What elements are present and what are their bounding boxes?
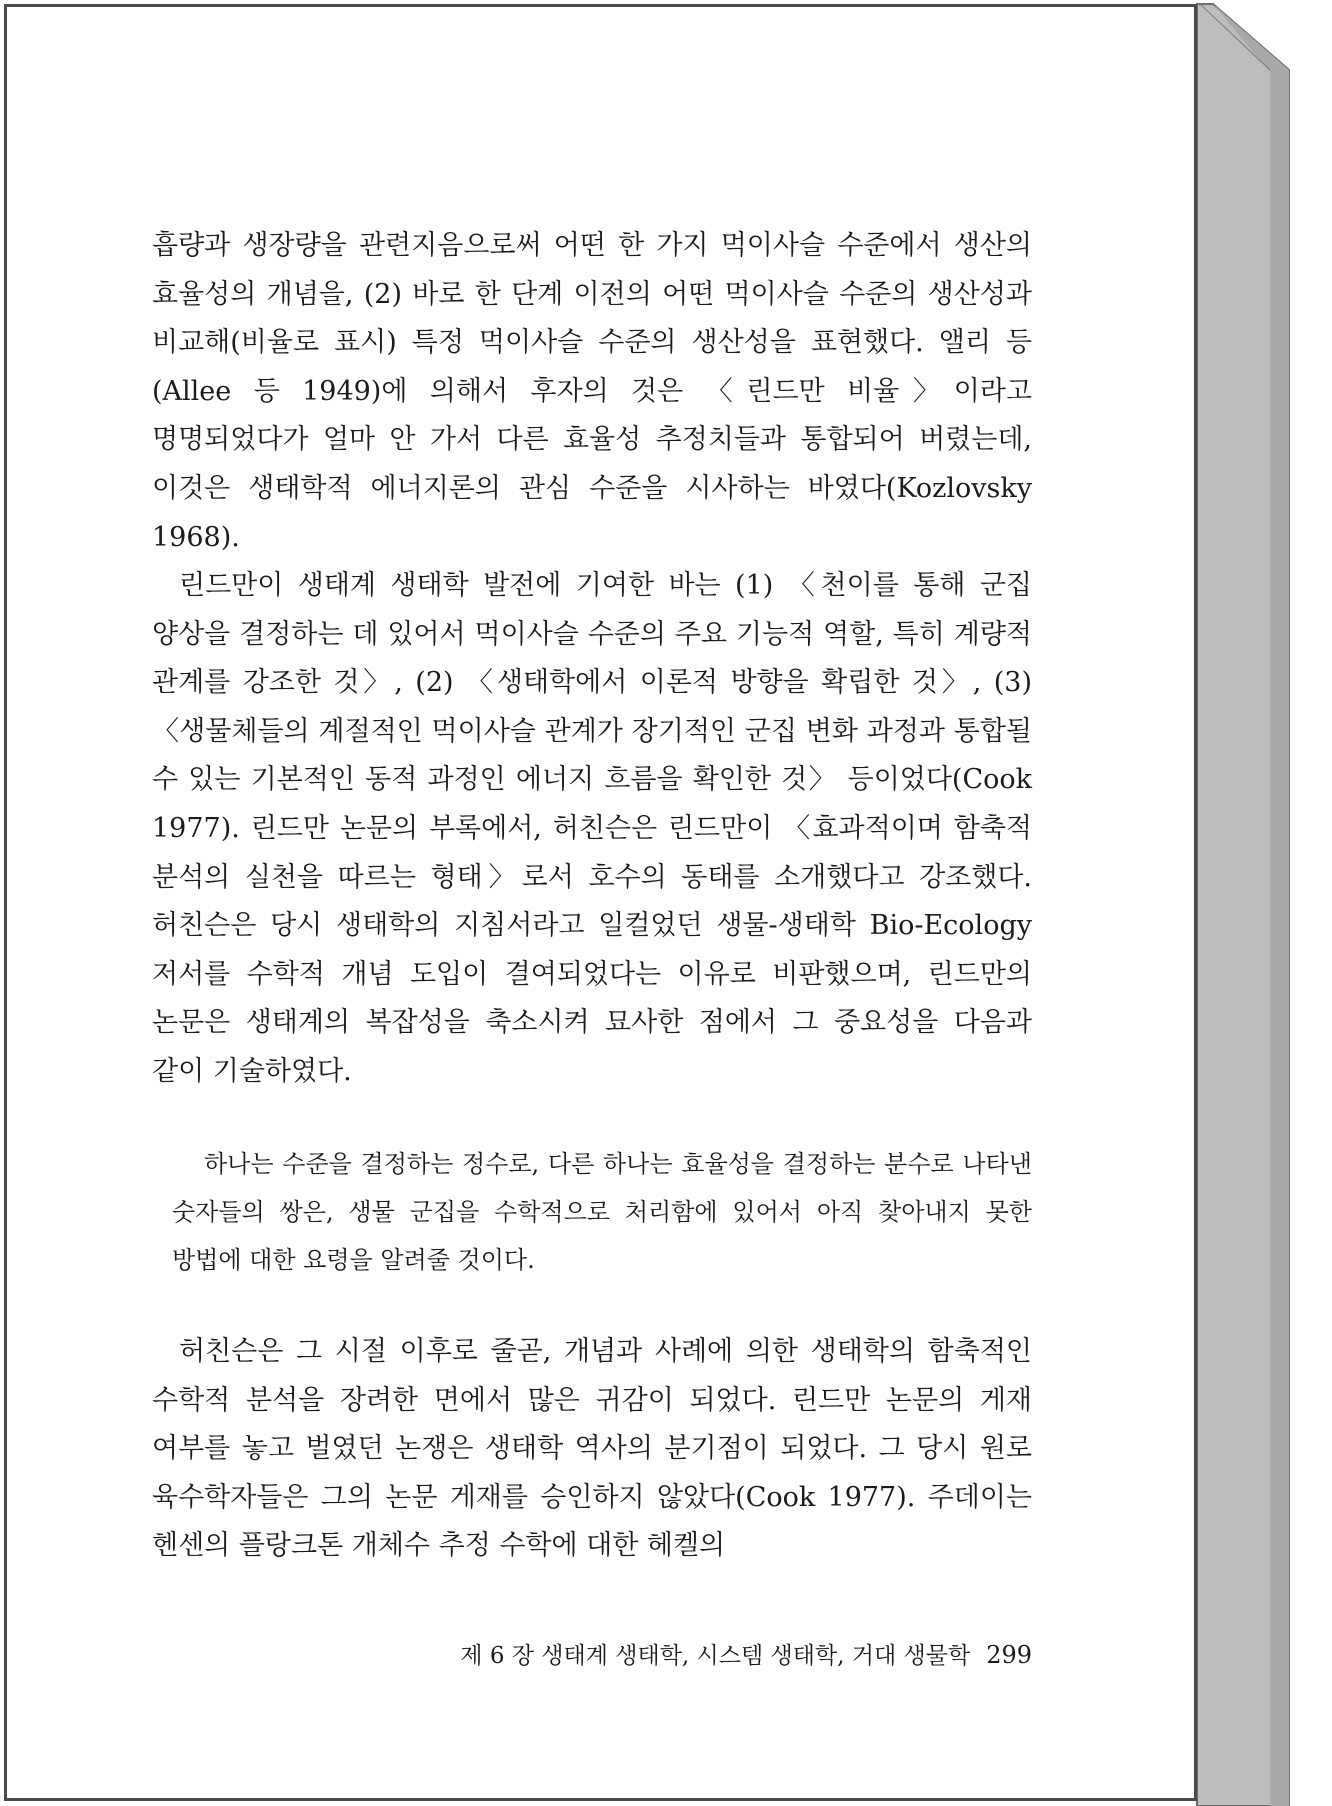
page-footer <box>152 1640 1032 1671</box>
running-footer-chapter: 제 6 장 생태계 생태학, 시스템 생태학, 거대 생물학 <box>460 1643 971 1669</box>
paragraph-2: 린드만이 생태계 생태학 발전에 기여한 바는 (1) 〈천이를 통해 군집 양상을 결정하는 데 있어서 먹이사슬 수준의 주요 기능적 역할, 특히 계량적 관계를 강조한 것〉, (2) 〈생태학에서 이론적 방향을 확립한 것〉, (3) 〈생물체들의 계절적인 먹이사슬 관계가 장기적인 군집 변화 과정과 통합될 수 있는 기본적인 동적 과정인 에너지 흐름을 확인한 것〉 등이었다(Cook 1977). 린드만 논문의 부록에서, 허친슨은 린드만이 〈효과적이며 함축적 분석의 실천을 따르는 형태〉로서 호수의 동태를 소개했다고 강조했다. 허친슨은 당시 생태학의 지침서라고 일컬었던 생물-생태학 Bio-Ecology 저서를 수학적 개념 도입이 결여되었다는 이유로 비판했으며, 린드만의 논문은 생태계의 복잡성을 축소시켜 묘사한 점에서 그 중요성을 다음과 같이 기술하였다. <box>152 570 1032 1087</box>
page-number: 299 <box>986 1641 1032 1669</box>
paragraph-1: 흡량과 생장량을 관련지음으로써 어떤 한 가지 먹이사슬 수준에서 생산의 효율성의 개념을, (2) 바로 한 단계 이전의 어떤 먹이사슬 수준의 생산성과 비교해(비율로 표시) 특정 먹이사슬 수준의 생산성을 표현했다. 앨리 등(Allee 등 1949)에 의해서 후자의 것은 〈린드만 비율〉이라고 명명되었다가 얼마 안 가서 다른 효율성 추정치들과 통합되어 버렸는데, 이것은 생태학적 에너지론의 관심 수준을 시사하는 바였다(Kozlovsky 1968). <box>152 230 1032 553</box>
paragraph-3: 허친슨은 그 시절 이후로 줄곧, 개념과 사례에 의한 생태학의 함축적인 수학적 분석을 장려한 면에서 많은 귀감이 되었다. 린드만 논문의 게재 여부를 놓고 벌였던 논쟁은 생태학 역사의 분기점이 되었다. 그 당시 원로 육수학자들은 그의 논문 게재를 승인하지 않았다(Cook 1977). 주데이는 헨센의 플랑크톤 개체수 추정 수학에 대한 헤켈의 <box>152 1336 1032 1562</box>
block-quote: 하나는 수준을 결정하는 정수로, 다른 하나는 효율성을 결정하는 분수로 나타낸 숫자들의 쌍은, 생물 군집을 수학적으로 처리함에 있어서 아직 찾아내지 못한 방법에 대한 요령을 알려줄 것이다. <box>172 1150 1032 1274</box>
